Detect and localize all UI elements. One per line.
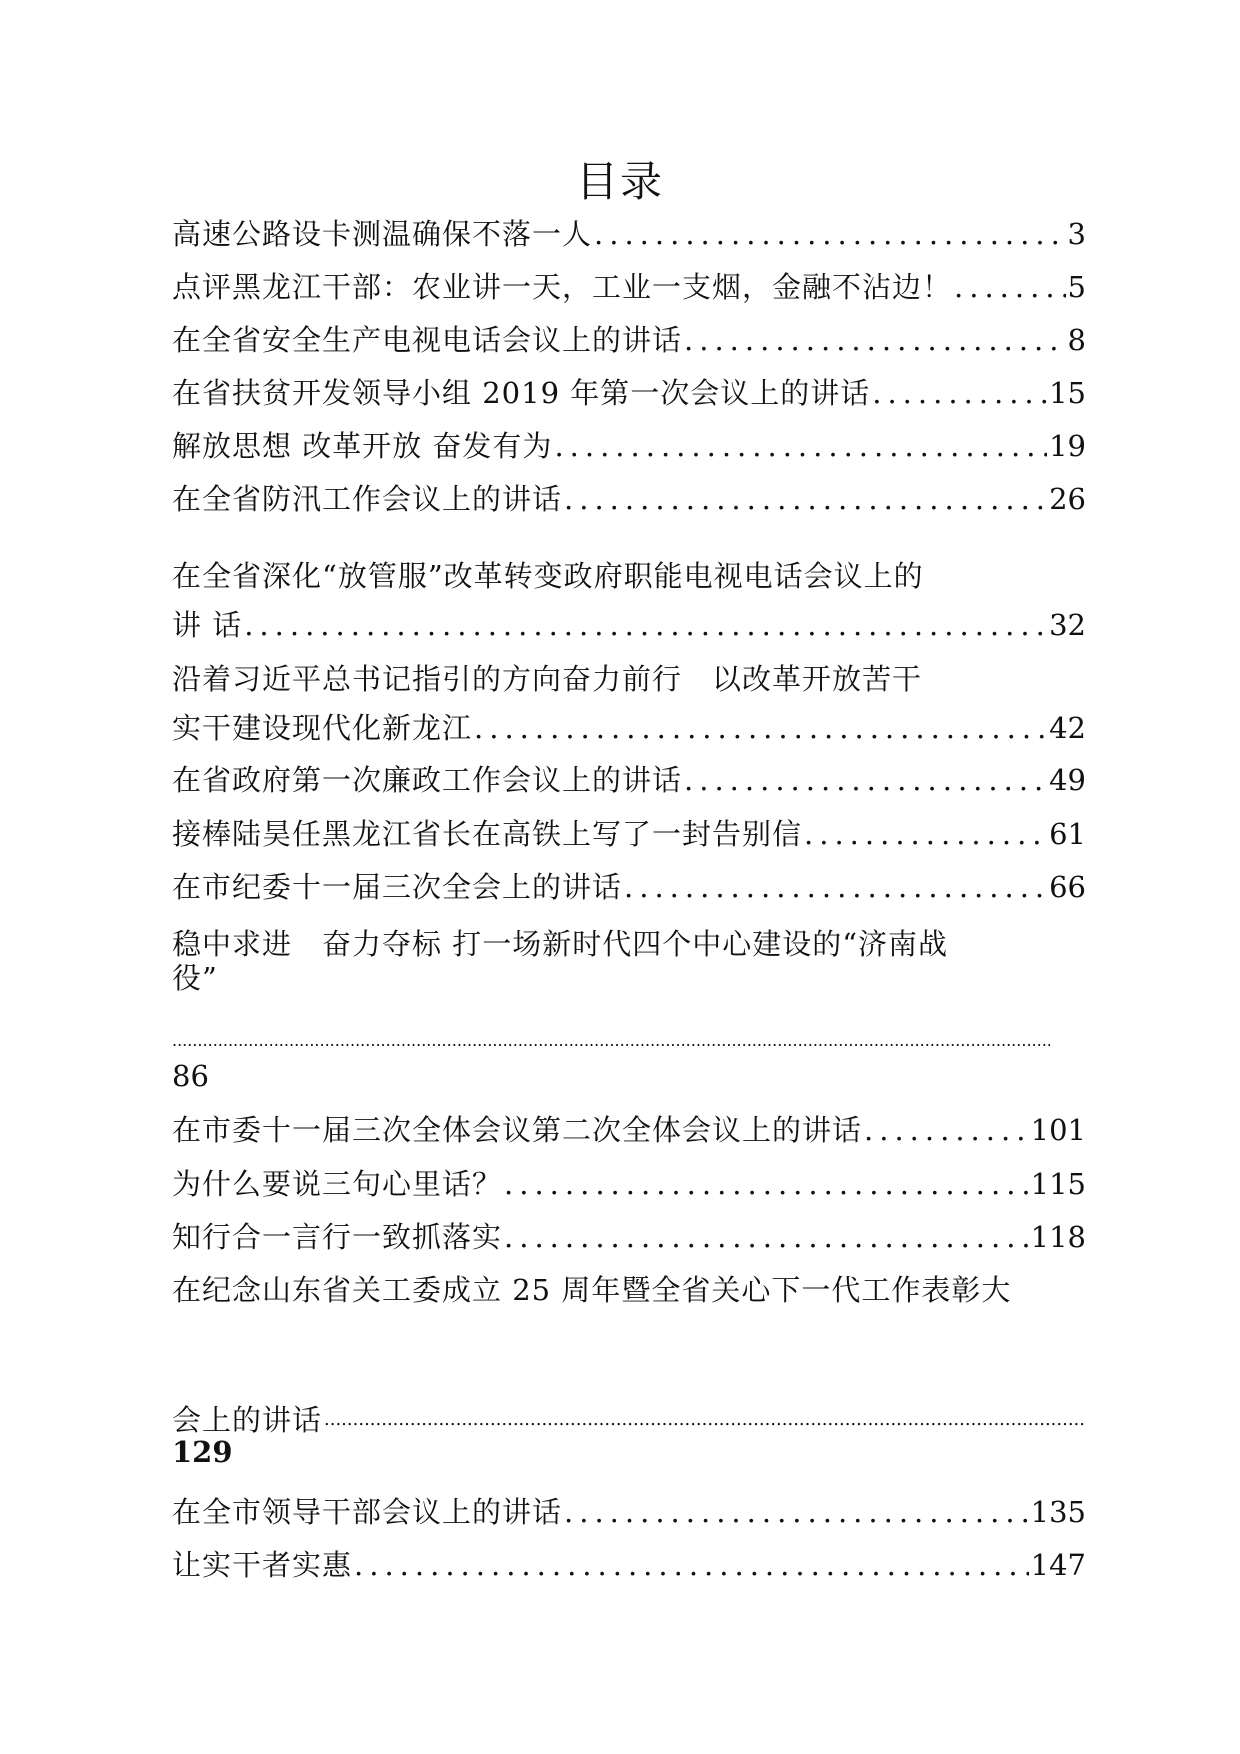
toc-entry-page: 61 [1049,817,1086,851]
toc-entry-page: 147 [1030,1548,1086,1582]
toc-entry-page: 26 [1049,482,1086,516]
toc-entry-page: 118 [1030,1220,1086,1254]
toc-entry[interactable] [172,1209,1086,1257]
toc-entry-page: 66 [1049,870,1086,904]
toc-leader-dots [864,1110,1029,1150]
toc-entry[interactable] [172,859,1086,907]
toc-entry-title-line2: 讲 话 [172,608,243,642]
toc-entry-title: 在全省防汛工作会议上的讲话 [172,482,563,516]
toc-entry-title-line2: 实干建设现代化新龙江 [172,711,473,745]
toc-leader-dots [954,267,1066,307]
toc-entry-page: 19 [1049,429,1086,463]
toc-entry[interactable] [172,1537,1086,1585]
toc-entry-title: 接棒陆昊任黑龙江省长在高铁上写了一封告别信 [172,817,803,851]
toc-leader-dots [324,1400,1084,1440]
toc-entry[interactable] [172,700,1086,748]
toc-leader-dots [684,320,1066,360]
page-title: 目录 [575,157,664,206]
toc-entry-page: 5 [1067,270,1086,304]
toc-entry-title: 在市委十一届三次全体会议第二次全体会议上的讲话 [172,1113,863,1147]
toc-leader-dots [474,708,1047,748]
toc-leader-dots [684,760,1047,800]
toc-entry-title-line1[interactable]: 在全省深化“放管服”改革转变政府职能电视电话会议上的 [172,559,924,593]
toc-entry[interactable] [172,806,1086,854]
toc-entry-title-line1[interactable]: 沿着习近平总书记指引的方向奋力前行 以改革开放苦干 [172,662,923,696]
toc-entry-page: 32 [1049,608,1086,642]
toc-leader-dots [244,605,1047,645]
toc-entry[interactable] [172,365,1086,413]
toc-leader-dots [564,479,1047,519]
toc-entry-page[interactable]: 86 [172,1059,209,1093]
toc-entry-title: 高速公路设卡测温确保不落一人 [172,217,593,251]
toc-entry-page: 8 [1067,323,1086,357]
toc-entry-title-line1[interactable]: 稳中求进 奋力夺标 打一场新时代四个中心建设的“济南战 [172,927,949,961]
toc-leader-dots [594,214,1066,254]
toc-entry-title: 点评黑龙江干部：农业讲一天，工业一支烟，金融不沾边！ [172,270,953,304]
toc-entry-title: 在市纪委十一届三次全会上的讲话 [172,870,623,904]
toc-entry[interactable] [172,206,1086,254]
toc-entry-page: 42 [1049,711,1086,745]
toc-leader-dots [554,426,1047,466]
toc-entry[interactable] [172,471,1086,519]
toc-entry[interactable] [172,1392,1086,1440]
toc-leader-dots [564,1492,1029,1532]
toc-entry[interactable] [172,418,1086,466]
toc-leader-dots [624,867,1047,907]
toc-entry-title: 在省扶贫开发领导小组 2019 年第一次会议上的讲话 [172,376,871,410]
toc-entry[interactable] [172,597,1086,645]
toc-leader-dots [804,814,1047,854]
toc-entry-title: 解放思想 改革开放 奋发有为 [172,429,553,463]
toc-leader-dots [504,1217,1029,1257]
toc-entry[interactable] [172,312,1086,360]
toc-entry-page[interactable]: 129 [172,1435,233,1469]
toc-entry[interactable] [172,1156,1086,1204]
toc-entry-title: 为什么要说三句心里话？ [172,1167,503,1201]
toc-entry-title: 在全省安全生产电视电话会议上的讲话 [172,323,683,357]
toc-entry-title-line2: 役” [172,961,218,995]
toc-entry-title: 知行合一言行一致抓落实 [172,1220,503,1254]
toc-entry-page: 115 [1030,1167,1086,1201]
toc-entry-page: 49 [1049,763,1086,797]
toc-leader-dots [504,1164,1029,1204]
toc-entry-title: 在省政府第一次廉政工作会议上的讲话 [172,763,683,797]
toc-leader-dots [872,373,1047,413]
toc-entry-page: 3 [1067,217,1086,251]
toc-leader-dots [172,1026,1050,1056]
toc-entry-title: 让实干者实惠 [172,1548,353,1582]
toc-entry-page: 15 [1049,376,1086,410]
toc-entry[interactable] [172,1484,1086,1532]
toc-entry-page: 101 [1030,1113,1086,1147]
toc-entry[interactable] [172,259,1086,307]
toc-entry-title-line2: 会上的讲话 [172,1403,323,1437]
toc-entry-title-line1[interactable]: 在纪念山东省关工委成立 25 周年暨全省关心下一代工作表彰大 [172,1273,1012,1307]
toc-entry[interactable] [172,1102,1086,1150]
toc-entry-page: 135 [1030,1495,1086,1529]
toc-entry[interactable] [172,752,1086,800]
toc-entry-title: 在全市领导干部会议上的讲话 [172,1495,563,1529]
toc-leader-dots [354,1545,1029,1585]
